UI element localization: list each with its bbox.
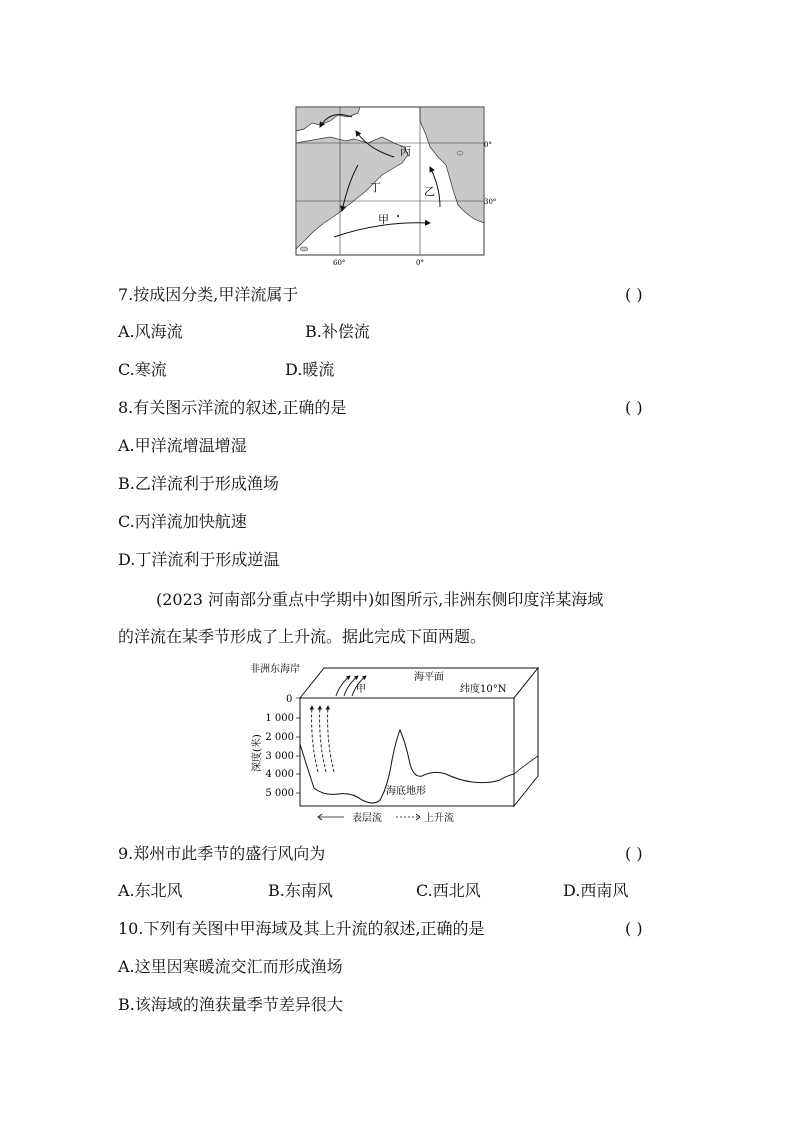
depth-tick-0: 0 — [286, 694, 293, 705]
question-8-option-a[interactable]: A.甲洋流增温增湿 — [118, 436, 247, 455]
label-jia: 甲 — [378, 213, 389, 226]
question-9-answer-blank: ( ) — [625, 844, 643, 863]
question-7-option-b[interactable]: B.补偿流 — [305, 322, 370, 341]
question-10-stem: 10.下列有关图中甲海域及其上升流的叙述,正确的是 — [118, 919, 485, 938]
island — [457, 151, 463, 155]
legend-upwelling-label: 上升流 — [424, 813, 454, 824]
lat-label-30: 30° — [484, 198, 497, 206]
depth-tick-3000: 3 000 — [265, 751, 294, 762]
depth-tick-4000: 4 000 — [265, 769, 294, 780]
coast-label: 非洲东海岸 — [250, 664, 300, 675]
depth-axis-label: 深度(米) — [252, 734, 263, 772]
question-8-option-c[interactable]: C.丙洋流加快航速 — [118, 512, 247, 531]
upwelling-section-svg — [248, 660, 548, 830]
lon-label-0: 0° — [416, 259, 424, 267]
question-9-option-a[interactable]: A.东北风 — [118, 881, 183, 900]
question-8-stem: 8.有关图示洋流的叙述,正确的是 — [118, 398, 347, 417]
label-ding: 丁 — [370, 181, 381, 194]
label-bing: 丙 — [400, 145, 411, 158]
legend-surface-label: 表层流 — [352, 813, 382, 824]
lon-label-60: 60° — [333, 259, 346, 267]
depth-tick-1000: 1 000 — [265, 713, 294, 724]
question-10-option-a[interactable]: A.这里因寒暖流交汇而形成渔场 — [118, 957, 343, 976]
ocean-current-map-svg — [290, 103, 497, 273]
question-7-option-d[interactable]: D.暖流 — [285, 360, 335, 379]
latitude-label: 纬度10°N — [460, 684, 507, 695]
question-9-option-c[interactable]: C.西北风 — [416, 881, 481, 900]
island — [300, 247, 308, 251]
question-7-option-c[interactable]: C.寒流 — [118, 360, 167, 379]
depth-tick-5000: 5 000 — [265, 788, 294, 799]
question-10-option-b[interactable]: B.该海域的渔获量季节差异很大 — [118, 995, 343, 1014]
question-9-option-b[interactable]: B.东南风 — [268, 881, 333, 900]
sea-surface-label: 海平面 — [414, 672, 444, 683]
depth-tick-2000: 2 000 — [265, 732, 294, 743]
question-7-option-a[interactable]: A.风海流 — [118, 322, 183, 341]
question-9-option-d[interactable]: D.西南风 — [563, 881, 629, 900]
ocean-current-map — [290, 103, 497, 273]
lat-label-0: 0° — [484, 141, 492, 149]
question-7-stem: 7.按成因分类,甲洋流属于 — [118, 285, 299, 304]
question-8-option-d[interactable]: D.丁洋流利于形成逆温 — [118, 550, 280, 569]
area-jia-label: 甲 — [356, 684, 366, 695]
passage-line-1: (2023 河南部分重点中学期中)如图所示,非洲东侧印度洋某海域 — [156, 590, 604, 609]
question-7-answer-blank: ( ) — [625, 285, 643, 304]
passage-line-2: 的洋流在某季节形成了上升流。据此完成下面两题。 — [118, 627, 487, 646]
question-8-answer-blank: ( ) — [625, 398, 643, 417]
seabed-label: 海底地形 — [386, 786, 426, 797]
question-10-answer-blank: ( ) — [625, 919, 643, 938]
question-9-stem: 9.郑州市此季节的盛行风向为 — [118, 844, 326, 863]
question-8-option-b[interactable]: B.乙洋流利于形成渔场 — [118, 474, 279, 493]
map-dot — [397, 215, 399, 217]
label-yi: 乙 — [424, 185, 435, 198]
upwelling-section-figure — [248, 660, 548, 830]
